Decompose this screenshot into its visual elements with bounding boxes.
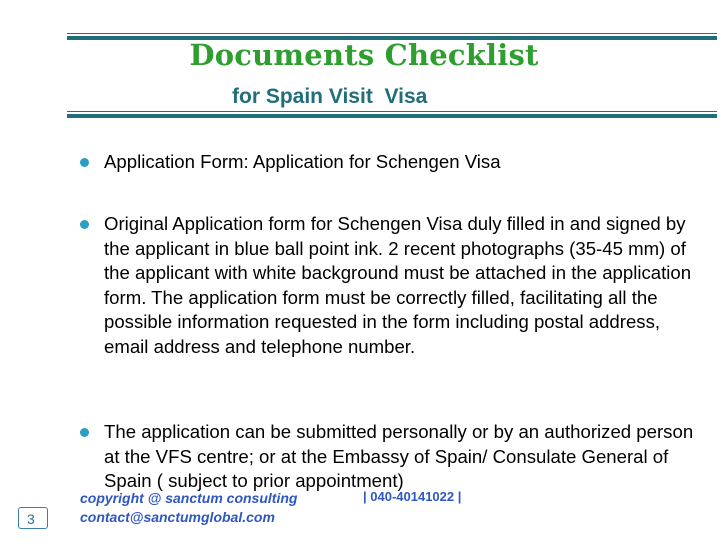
footer <box>80 489 297 527</box>
bullet-dot-icon <box>80 220 89 229</box>
bullet-dot-icon <box>80 158 89 167</box>
footer-phone: | 040-40141022 | <box>363 489 462 504</box>
slide-title: Documents Checklist <box>189 38 539 72</box>
header-rule-bottom-thin <box>67 111 717 112</box>
bullet-item <box>78 150 501 175</box>
slide-subtitle: for Spain Visit Visa <box>232 85 428 108</box>
header-rule-bottom-thick <box>67 114 717 118</box>
footer-email: contact@sanctumglobal.com <box>80 509 275 525</box>
bullet-dot-icon <box>80 428 89 437</box>
bullet-text: Original Application form for Schengen Visa duly filled in and signed by the applicant in blue ball point ink. 2 recent photographs (35-45 mm) of the applicant with white background must be attached in the application form. The application form must be correctly filled, facilitating all the possible information requested in the form including postal address, email address and telephone number. <box>104 213 692 357</box>
bullet-text: The application can be submitted personally or by an authorized person at the VFS centre; or at the Embassy of Spain/ Consulate General of Spain ( subject to prior appointment) <box>104 421 694 491</box>
header-rule-top-thin <box>67 33 717 34</box>
page-number: 3 <box>18 507 48 529</box>
bullet-item <box>78 420 698 494</box>
bullet-text: Application Form: Application for Schengen Visa <box>104 151 501 172</box>
bullet-item <box>78 212 698 359</box>
footer-copyright: copyright @ sanctum consulting <box>80 490 298 506</box>
